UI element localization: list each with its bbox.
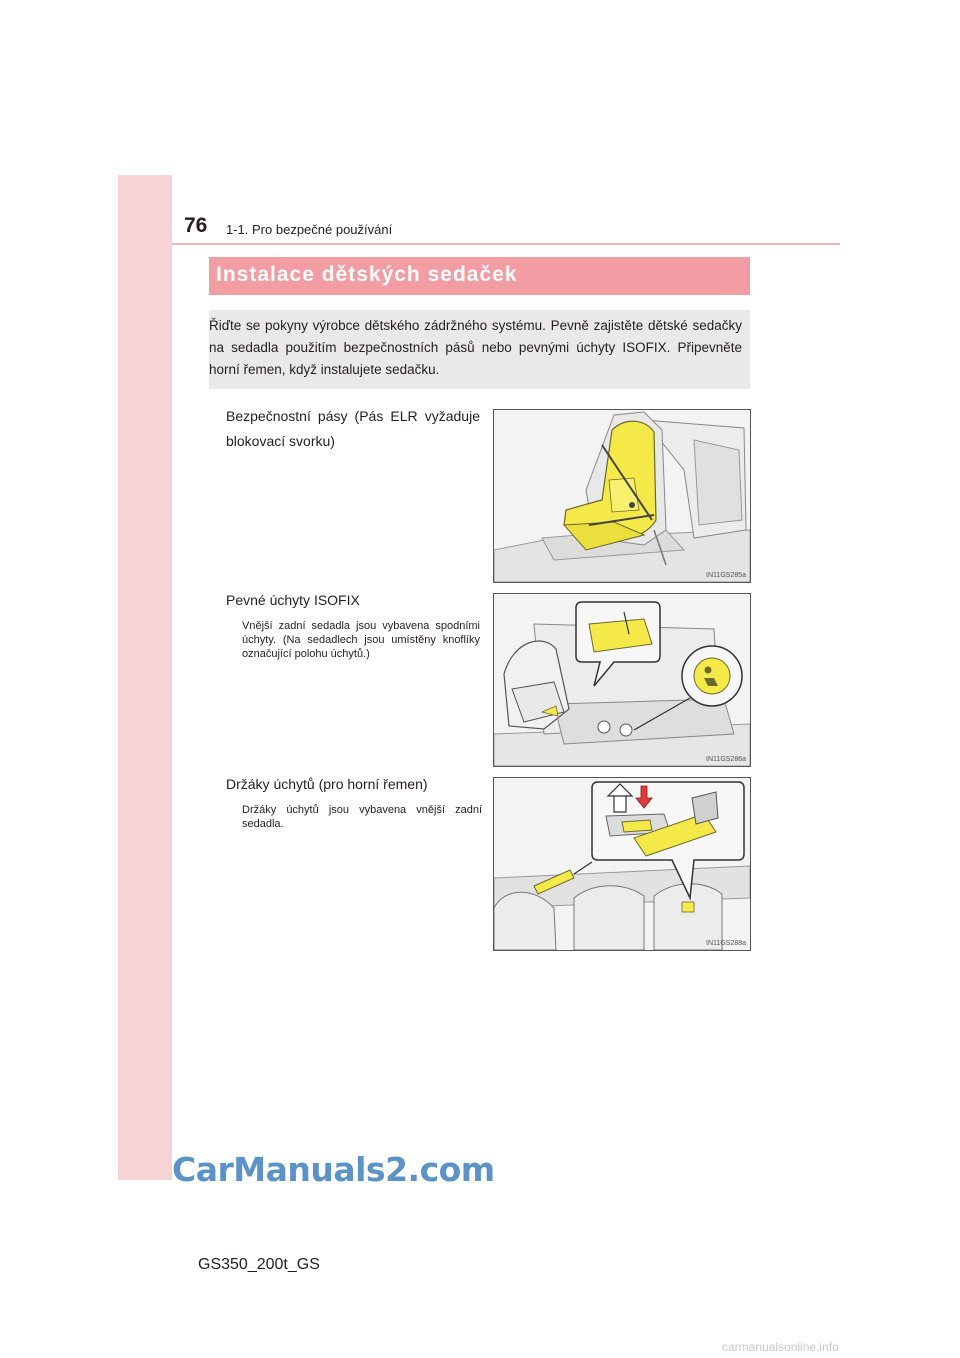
figure-isofix-anchors bbox=[493, 593, 751, 767]
item-label-seat-belts: Bezpečnostní pásy (Pás ELR vyžaduje blokovací svorku) bbox=[226, 408, 480, 449]
item-label-isofix: Pevné úchyty ISOFIX bbox=[226, 592, 360, 608]
manualsonline-watermark[interactable]: carmanualsonline.info bbox=[722, 1340, 839, 1354]
item-desc-isofix: Vnější zadní sedadla jsou vybavena spodními úchyty. (Na sedadlech jsou umístěny knoflíky označující polohu úchytů.) bbox=[242, 620, 480, 660]
seat-belt-illustration bbox=[494, 410, 750, 582]
figure-tether-anchors bbox=[493, 777, 751, 951]
item-label-tether-anchors: Držáky úchytů (pro horní řemen) bbox=[226, 776, 428, 792]
intro-box bbox=[209, 310, 750, 389]
section-title: Instalace dětských sedaček bbox=[216, 263, 518, 286]
footer-model-code: GS350_200t_GS bbox=[198, 1256, 320, 1273]
isofix-illustration bbox=[494, 594, 750, 766]
section-title-bar bbox=[209, 257, 750, 295]
figure-seat-belt-install bbox=[493, 409, 751, 583]
page-number: 76 bbox=[184, 214, 208, 237]
header-rule bbox=[172, 243, 840, 245]
figure-code: IN11GS288a bbox=[706, 940, 746, 947]
figure-code: IN11GS285a bbox=[706, 572, 746, 579]
item-desc-tether-anchors: Držáky úchytů jsou vybavena vnější zadní sedadla. bbox=[242, 804, 482, 830]
running-head: 1-1. Pro bezpečné používání bbox=[226, 222, 393, 237]
side-tab-band bbox=[118, 175, 172, 1180]
carmanuals-watermark[interactable]: CarManuals2.com bbox=[172, 1150, 495, 1189]
figure-code: IN11GS286a bbox=[706, 756, 746, 763]
tether-anchor-illustration bbox=[494, 778, 750, 950]
intro-text: Řiďte se pokyny výrobce dětského zádržného systému. Pevně zajistěte dětské sedačky na sedadla použitím bezpečnostních pásů nebo pevnými úchyty ISOFIX. Připevněte horní řemen, když instalujete sedačku. bbox=[209, 318, 742, 377]
